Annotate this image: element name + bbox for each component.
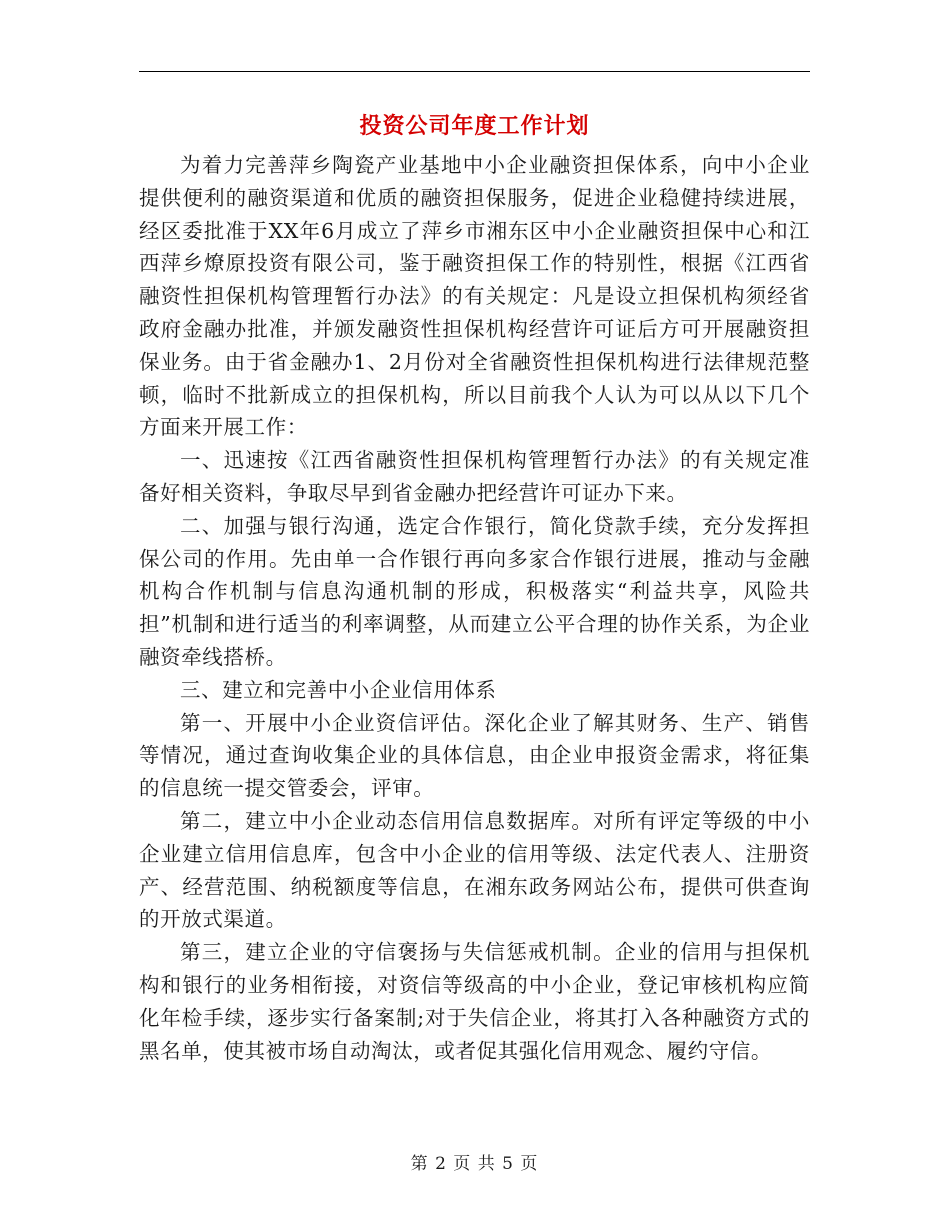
header-rule bbox=[139, 71, 810, 72]
paragraph-intro: 为着力完善萍乡陶瓷产业基地中小企业融资担保体系，向中小企业提供便利的融资渠道和优质的融资担保服务，促进企业稳健持续进展，经区委批准于XX年6月成立了萍乡市湘东区中小企业融资担保中心和江西萍乡燎原投资有限公司，鉴于融资担保工作的特别性，根据《江西省融资性担保机构管理暂行办法》的有关规定：凡是设立担保机构须经省政府金融办批准，并颁发融资性担保机构经营许可证后方可开展融资担保业务。由于省金融办1、2月份对全省融资性担保机构进行法律规范整顿，临时不批新成立的担保机构，所以目前我个人认为可以从以下几个方面来开展工作： bbox=[139, 153, 810, 440]
paragraph-item-2: 二、加强与银行沟通，选定合作银行，简化贷款手续，充分发挥担保公司的作用。先由单一合作银行再向多家合作银行进展，推动与金融机构合作机制与信息沟通机制的形成，积极落实“利益共享，风险共担”机制和进行适当的利率调整，从而建立公平合理的协作关系，为企业融资牵线搭桥。 bbox=[139, 513, 810, 669]
paragraph-sub-3: 第三，建立企业的守信褒扬与失信惩戒机制。企业的信用与担保机构和银行的业务相衔接，对资信等级高的中小企业，登记审核机构应简化年检手续，逐步实行备案制;对于失信企业，将其打入各种融资方式的黑名单，使其被市场自动淘汰，或者促其强化信用观念、履约守信。 bbox=[139, 940, 810, 1063]
paragraph-sub-1: 第一、开展中小企业资信评估。深化企业了解其财务、生产、销售等情况，通过查询收集企业的具体信息，由企业申报资金需求，将征集的信息统一提交管委会，评审。 bbox=[139, 710, 810, 801]
paragraph-sub-2: 第二，建立中小企业动态信用信息数据库。对所有评定等级的中小企业建立信用信息库，包含中小企业的信用等级、法定代表人、注册资产、经营范围、纳税额度等信息，在湘东政务网站公布，提供可供查询的开放式渠道。 bbox=[139, 808, 810, 932]
document-body bbox=[139, 149, 810, 1067]
paragraph-item-3-heading: 三、建立和完善中小企业信用体系 bbox=[180, 677, 497, 702]
page-number-footer: 第 2 页 共 5 页 bbox=[410, 1154, 539, 1174]
document-title: 投资公司年度工作计划 bbox=[359, 113, 590, 139]
paragraph-item-1: 一、迅速按《江西省融资性担保机构管理暂行办法》的有关规定准备好相关资料，争取尽早到省金融办把经营许可证办下来。 bbox=[139, 448, 810, 505]
